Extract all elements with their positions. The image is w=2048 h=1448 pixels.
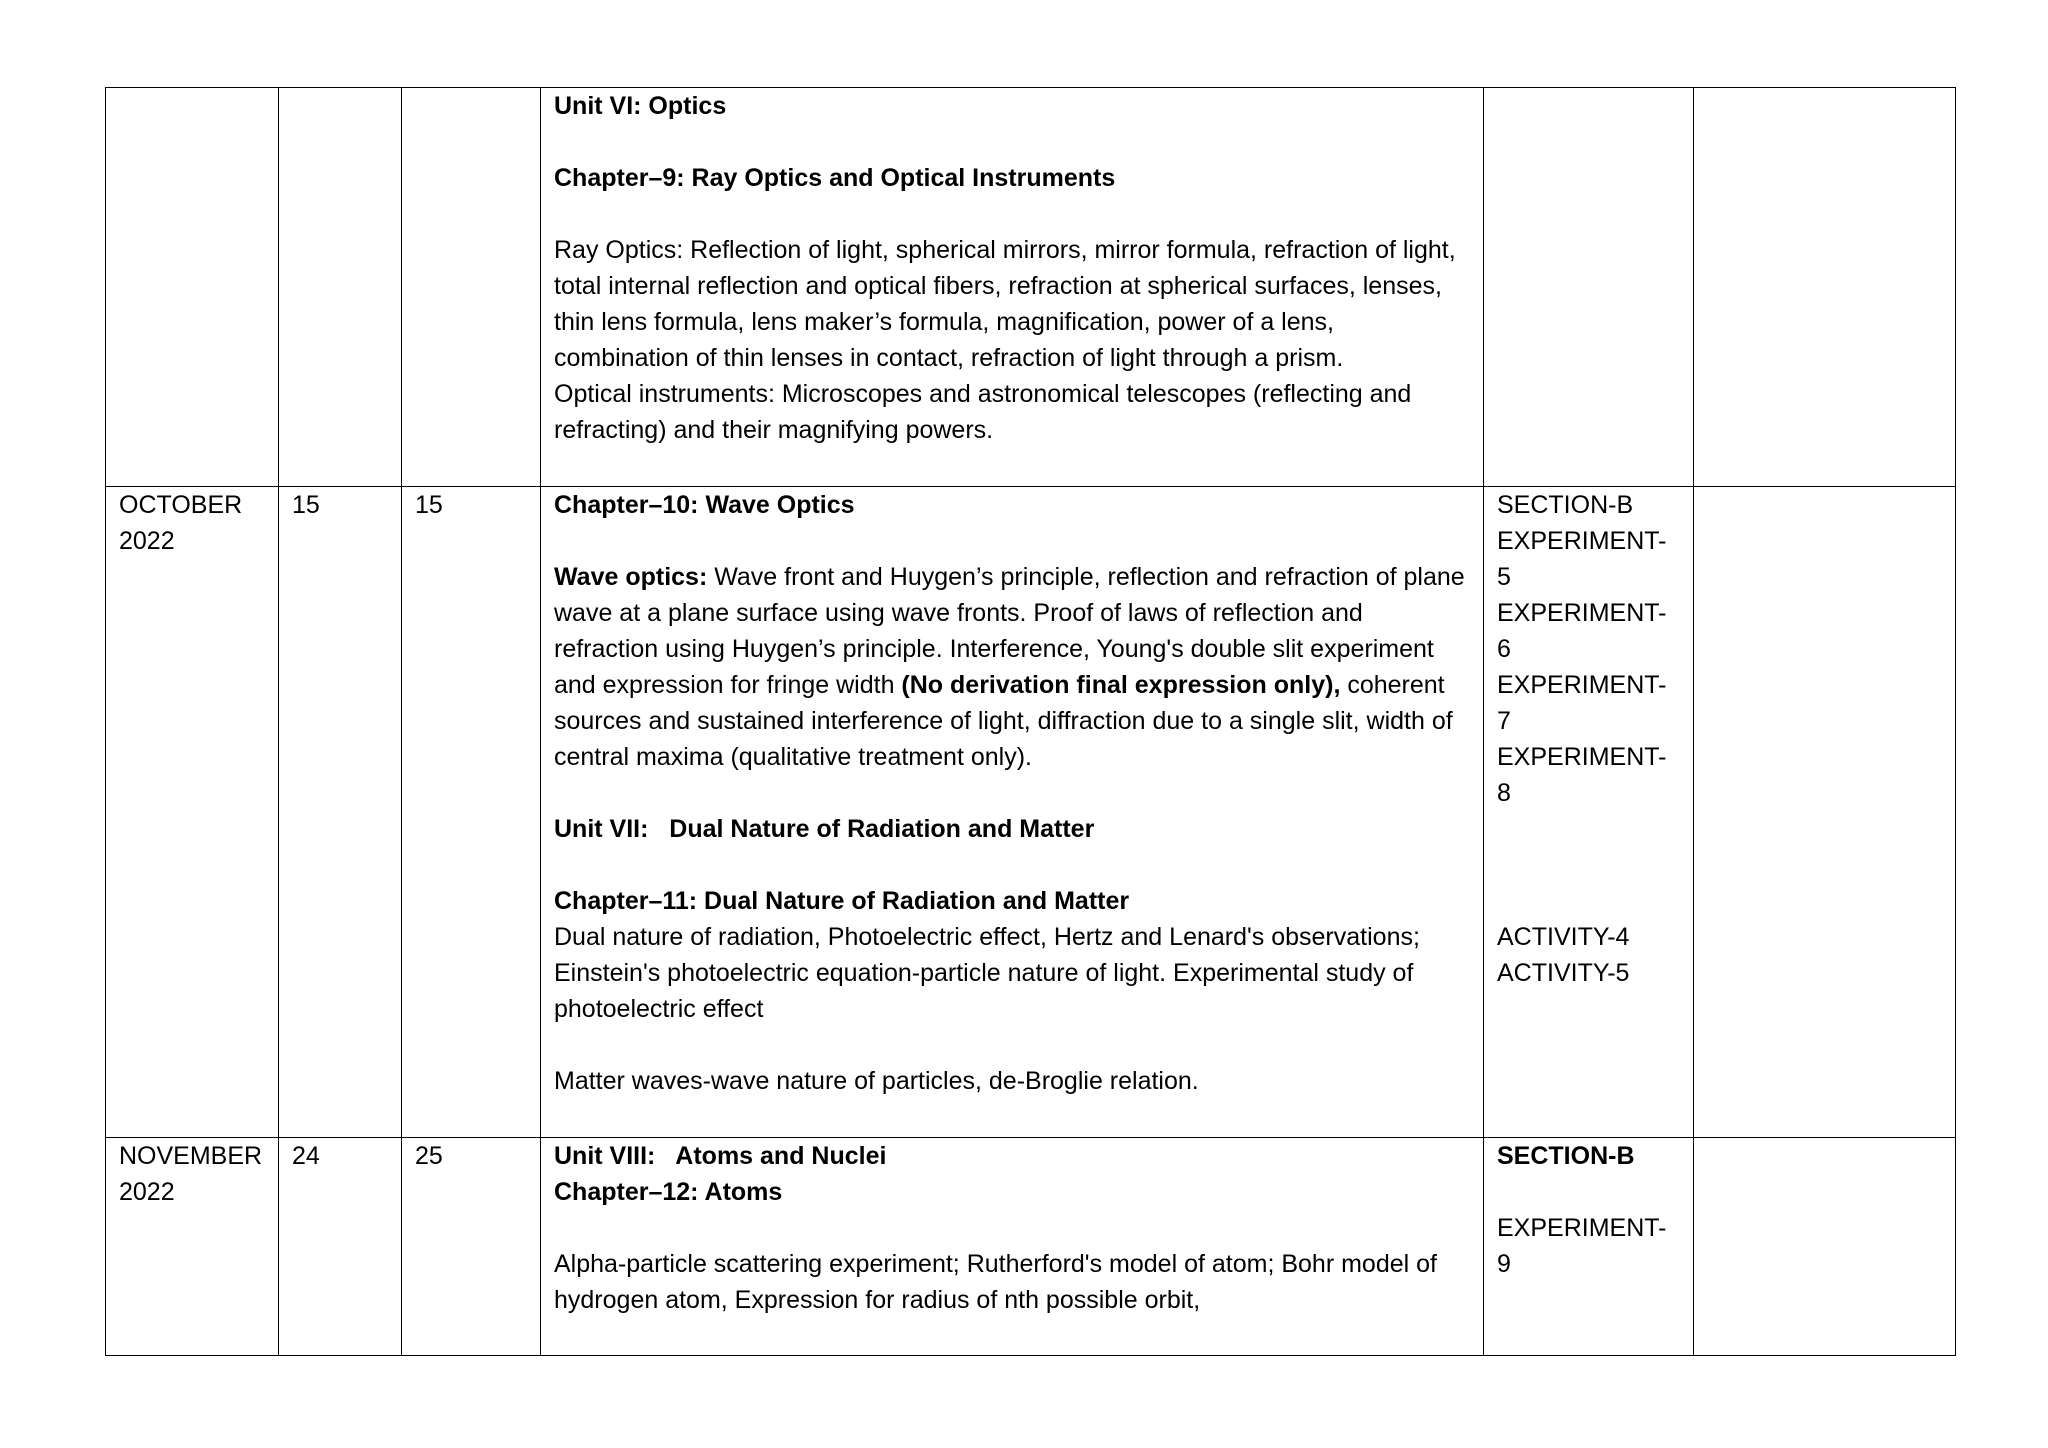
remarks-cell	[1694, 1138, 1956, 1356]
chapter-heading: Chapter–12: Atoms	[554, 1178, 783, 1206]
content-emphasis: (No derivation final expression only),	[901, 671, 1341, 699]
content-paragraph: Dual nature of radiation, Photoelectric effect, Hertz and Lenard's observations; Einstein's photoelectric equation-particle nature of light. Experimental study of photoelectric effect	[554, 923, 1420, 1023]
section-label: SECTION-B	[1497, 1142, 1635, 1170]
content-cell	[541, 487, 1484, 1138]
year-label: 2022	[119, 1178, 175, 1206]
count-value: 15	[415, 491, 443, 519]
content-cell	[541, 88, 1484, 487]
experiment-item: EXPERIMENT-7	[1497, 671, 1667, 735]
count-cell	[402, 1138, 541, 1356]
count-cell	[279, 1138, 402, 1356]
content-paragraph: Ray Optics: Reflection of light, spherical mirrors, mirror formula, refraction of light, total internal reflection and optical fibers, refraction at spherical surfaces, lenses, thin lens formula, lens maker’s formula, magnification, power of a lens, combination of thin lenses in contact, refraction of light through a prism.	[554, 236, 1456, 372]
unit-heading: Unit VI: Optics	[554, 92, 727, 120]
month-cell	[106, 487, 279, 1138]
activity-item: ACTIVITY-4	[1497, 923, 1630, 951]
count-cell	[279, 88, 402, 487]
table-row	[106, 1138, 1956, 1356]
content-paragraph	[554, 559, 1470, 775]
activity-item: ACTIVITY-5	[1497, 959, 1630, 987]
practicals-cell	[1484, 487, 1694, 1138]
remarks-cell	[1694, 88, 1956, 487]
practicals-cell	[1484, 1138, 1694, 1356]
content-cell	[541, 1138, 1484, 1356]
unit-heading: Unit VII: Dual Nature of Radiation and Matter	[554, 815, 1095, 843]
month-cell	[106, 1138, 279, 1356]
chapter-heading: Chapter–9: Ray Optics and Optical Instruments	[554, 164, 1116, 192]
section-label: SECTION-B	[1497, 491, 1634, 519]
practicals-cell	[1484, 88, 1694, 487]
count-value: 25	[415, 1142, 443, 1170]
chapter-heading: Chapter–11: Dual Nature of Radiation and Matter	[554, 887, 1130, 915]
syllabus-table	[105, 87, 1956, 1356]
experiment-item: EXPERIMENT-9	[1497, 1214, 1667, 1278]
count-value: 15	[292, 491, 320, 519]
content-paragraph: Matter waves-wave nature of particles, de-Broglie relation.	[554, 1067, 1199, 1095]
count-value: 24	[292, 1142, 320, 1170]
month-cell	[106, 88, 279, 487]
content-paragraph: Optical instruments: Microscopes and astronomical telescopes (reflecting and refracting) and their magnifying powers.	[554, 380, 1412, 444]
content-paragraph: Alpha-particle scattering experiment; Rutherford's model of atom; Bohr model of hydrogen atom, Expression for radius of nth possible orbit,	[554, 1250, 1437, 1314]
table-row	[106, 487, 1956, 1138]
remarks-cell	[1694, 487, 1956, 1138]
content-label: Wave optics:	[554, 563, 708, 591]
count-cell	[279, 487, 402, 1138]
content-text: Wave front and Huygen’s principle, reflection and refraction of plane wave at a plane surface using wave fronts. Proof of laws of reflection and refraction using Huygen’s principle. Interference, Young's double slit experiment and expression for fringe width	[554, 563, 1465, 699]
chapter-heading: Chapter–10: Wave Optics	[554, 491, 855, 519]
count-cell	[402, 88, 541, 487]
content-text: coherent sources and sustained interference of light, diffraction due to a single slit, width of central maxima (qualitative treatment only).	[554, 671, 1453, 771]
unit-heading: Unit VIII: Atoms and Nuclei	[554, 1142, 887, 1170]
experiment-item: EXPERIMENT-6	[1497, 599, 1667, 663]
count-cell	[402, 487, 541, 1138]
experiment-item: EXPERIMENT-8	[1497, 743, 1667, 807]
experiment-item: EXPERIMENT-5	[1497, 527, 1667, 591]
table-row	[106, 88, 1956, 487]
month-label: NOVEMBER	[119, 1142, 263, 1170]
month-label: OCTOBER	[119, 491, 243, 519]
year-label: 2022	[119, 527, 175, 555]
